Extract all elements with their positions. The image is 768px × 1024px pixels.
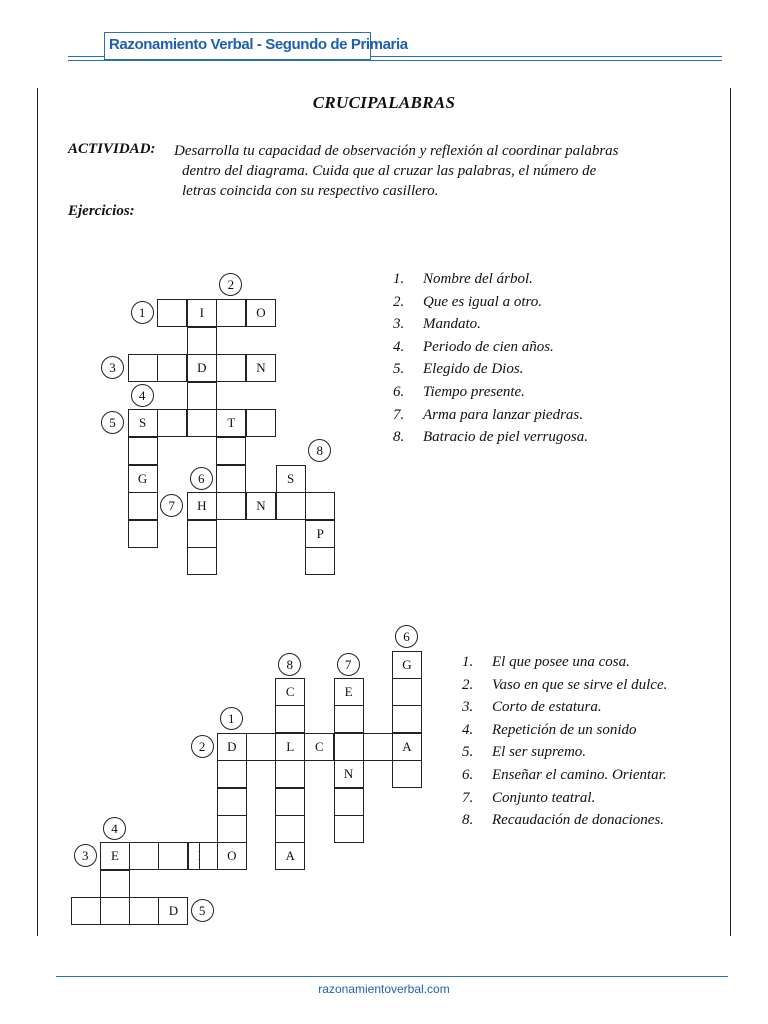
crossword-cell[interactable]: O [246, 299, 276, 327]
activity-line: dentro del diagrama. Cuida que al cruzar las palabras, el número de [182, 163, 597, 179]
activity-label: ACTIVIDAD: [68, 141, 156, 157]
clue-item: 8. Recaudación de donaciones. [462, 812, 665, 829]
crossword-cell[interactable] [216, 492, 246, 520]
clue-item: 3. Corto de estatura. [462, 699, 602, 716]
crossword-cell[interactable] [334, 733, 364, 761]
crossword-cell[interactable] [392, 705, 422, 733]
clue-item: 5. Elegido de Dios. [393, 361, 524, 378]
clue-number-marker: 8 [308, 439, 331, 462]
crossword-cell[interactable]: C [275, 678, 305, 706]
crossword-cell[interactable]: S [276, 465, 306, 493]
crossword-cell[interactable] [275, 815, 305, 843]
crossword-cell[interactable] [305, 547, 335, 575]
activity-line: letras coincida con su respectivo casillero. [182, 183, 439, 199]
crossword-cell[interactable]: P [305, 520, 335, 548]
footer-rule [56, 976, 728, 977]
footer-url[interactable]: razonamientoverbal.com [318, 982, 450, 996]
crossword-cell[interactable]: D [217, 733, 247, 761]
clue-number-marker: 3 [101, 356, 124, 379]
crossword-cell[interactable] [128, 354, 158, 382]
crossword-cell[interactable] [187, 409, 217, 437]
crossword-cell[interactable]: A [275, 842, 305, 870]
crossword-cell[interactable] [392, 760, 422, 788]
clue-item: 3. Mandato. [393, 316, 481, 333]
exercises-label: Ejercicios: [68, 203, 135, 219]
crossword-cell[interactable]: G [128, 465, 158, 493]
crossword-cell[interactable]: C [304, 733, 334, 761]
crossword-cell[interactable] [128, 520, 158, 548]
clue-item: 5. El ser supremo. [462, 744, 587, 761]
crossword-cell[interactable] [217, 815, 247, 843]
header-rule-bottom [68, 60, 722, 61]
crossword-cell[interactable] [276, 492, 306, 520]
clue-item: 8. Batracio de piel verrugosa. [393, 429, 588, 446]
crossword-cell[interactable] [129, 897, 159, 925]
header-tab [104, 32, 408, 60]
crossword-cell[interactable] [187, 520, 217, 548]
crossword-cell[interactable] [216, 437, 246, 465]
crossword-cell[interactable] [157, 354, 187, 382]
crossword-cell[interactable] [129, 842, 159, 870]
clue-number-marker: 4 [103, 817, 126, 840]
header-title: Razonamiento Verbal - Segundo de Primaria [109, 36, 408, 53]
crossword-cell[interactable] [100, 897, 130, 925]
clue-item: 6. Tiempo presente. [393, 383, 525, 400]
clue-number-marker: 8 [278, 653, 301, 676]
activity-text [176, 141, 698, 201]
clue-item: 6. Enseñar el camino. Orientar. [462, 766, 667, 783]
crossword-cell[interactable]: E [334, 678, 364, 706]
crossword-cell[interactable] [187, 382, 217, 410]
crossword-cell[interactable] [305, 492, 335, 520]
activity-line: Desarrolla tu capacidad de observación y reflexión al coordinar palabras [174, 143, 619, 159]
crossword-cell[interactable] [71, 897, 101, 925]
crossword-cell[interactable] [217, 760, 247, 788]
clue-item: 4. Periodo de cien años. [393, 338, 554, 355]
crossword-cell[interactable]: G [392, 651, 422, 679]
clue-number-marker: 3 [74, 844, 97, 867]
crossword-cell[interactable] [363, 733, 393, 761]
crossword-cell[interactable] [216, 354, 246, 382]
crossword-cell[interactable] [334, 705, 364, 733]
crossword-cell[interactable] [392, 678, 422, 706]
clue-number-marker: 1 [220, 707, 243, 730]
clue-number-marker: 5 [101, 411, 124, 434]
crossword-cell[interactable] [246, 733, 276, 761]
clue-number-marker: 6 [190, 467, 213, 490]
crossword-cell[interactable]: I [187, 299, 217, 327]
clue-item: 2. Vaso en que se sirve el dulce. [462, 676, 668, 693]
crossword-cell[interactable] [158, 842, 188, 870]
crossword-cell[interactable]: S [128, 409, 158, 437]
clue-number-marker: 5 [191, 899, 214, 922]
clue-list-1 [393, 268, 588, 449]
crossword-cell[interactable] [128, 437, 158, 465]
crossword-cell[interactable] [216, 299, 246, 327]
right-margin-line [730, 88, 731, 936]
clue-item: 7. Arma para lanzar piedras. [393, 406, 584, 423]
clue-list-2 [462, 651, 667, 832]
crossword-cell[interactable] [157, 299, 187, 327]
crossword-cell[interactable]: T [216, 409, 246, 437]
crossword-cell[interactable] [128, 492, 158, 520]
crossword-cell[interactable]: D [187, 354, 217, 382]
crossword-cell[interactable]: H [187, 492, 217, 520]
clue-item: 2. Que es igual a otro. [393, 293, 543, 310]
clue-number-marker: 7 [337, 653, 360, 676]
clue-number-marker: 4 [131, 384, 154, 407]
crossword-cell[interactable]: N [246, 492, 276, 520]
clue-item: 1. El que posee una cosa. [462, 654, 630, 670]
crossword-cell[interactable] [275, 705, 305, 733]
page-title: CRUCIPALABRAS [312, 93, 456, 112]
clue-number-marker: 1 [131, 301, 154, 324]
crossword-cell[interactable]: N [334, 760, 364, 788]
crossword-cell[interactable] [334, 788, 364, 816]
crossword-cell[interactable] [187, 547, 217, 575]
clue-item: 4. Repetición de un sonido [462, 721, 637, 738]
crossword-cell[interactable]: N [246, 354, 276, 382]
clue-item: 7. Conjunto teatral. [462, 789, 596, 806]
clue-item: 1. Nombre del árbol. [393, 271, 533, 287]
clue-number-marker: 6 [395, 625, 418, 648]
crossword-cell[interactable] [100, 870, 130, 898]
clue-number-marker: 2 [219, 273, 242, 296]
crossword-cell[interactable] [275, 788, 305, 816]
crossword-cell[interactable] [187, 327, 217, 355]
crossword-cell[interactable] [334, 815, 364, 843]
crossword-cell[interactable] [217, 788, 247, 816]
crossword-cell[interactable] [157, 409, 187, 437]
crossword-cell[interactable]: O [217, 842, 247, 870]
crossword-cell[interactable] [216, 465, 246, 493]
crossword-cell[interactable]: D [158, 897, 188, 925]
crossword-cell[interactable]: E [100, 842, 130, 870]
crossword-cell[interactable]: A [392, 733, 422, 761]
crossword-cell[interactable] [246, 409, 276, 437]
clue-number-marker: 7 [160, 494, 183, 517]
clue-number-marker: 2 [191, 735, 214, 758]
left-margin-line [37, 88, 38, 936]
crossword-cell[interactable] [275, 760, 305, 788]
crossword-cell[interactable]: L [275, 733, 305, 761]
